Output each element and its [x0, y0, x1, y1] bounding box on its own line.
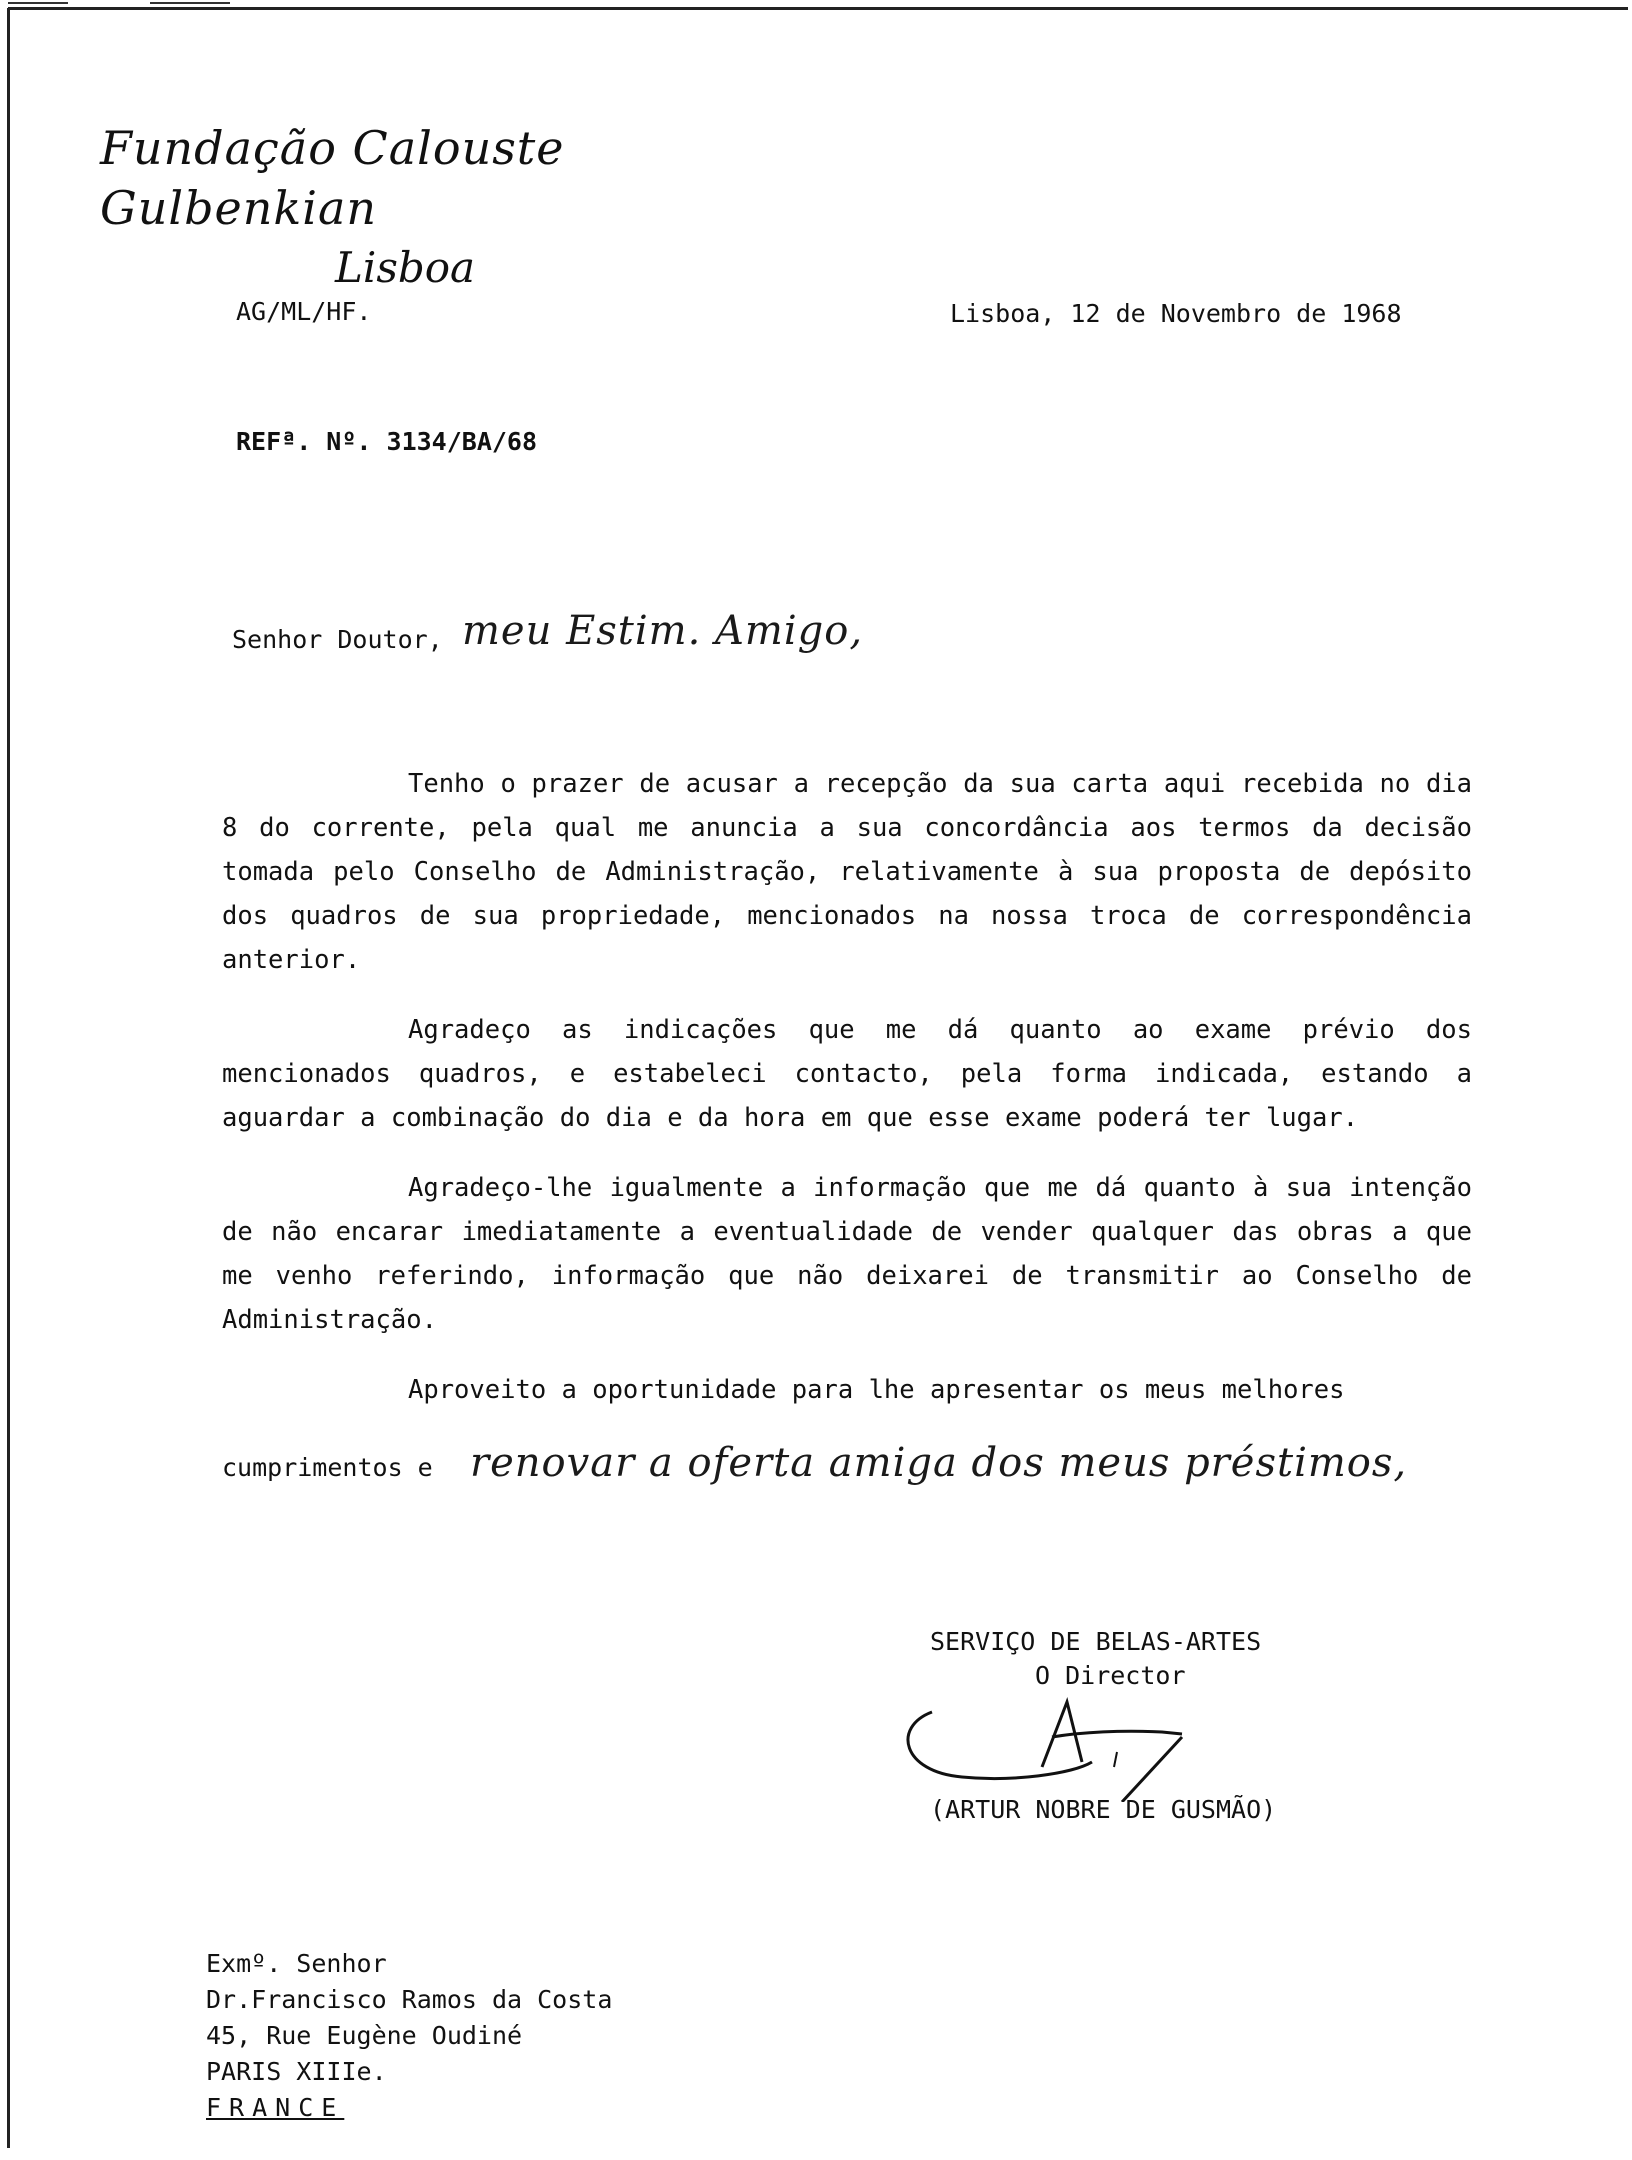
letter-body: [222, 762, 1472, 1412]
body-paragraph: Agradeço-lhe igualmente a informação que me dá quanto à sua intenção de não encarar imediatamente a eventualidade de vender qualquer das obras a que me venho referindo, informação que não deixarei de transmitir ao Conselho de Administração.: [222, 1173, 1472, 1335]
address-country: FRANCE: [206, 2093, 345, 2122]
address-line: Dr.Francisco Ramos da Costa: [206, 1985, 613, 2014]
title-line: O Director: [1035, 1661, 1186, 1690]
body-paragraph: Tenho o prazer de acusar a recepção da sua carta aqui recebida no dia 8 do corrente, pela qual me anuncia a sua concordância aos termos da decisão tomada pelo Conselho de Administração, relativamente à sua proposta de depósito dos quadros de sua propriedade, mencionados na nossa troca de correspondência anterior.: [222, 769, 1472, 975]
closing-handwritten: renovar a oferta amiga dos meus préstimos,: [470, 1440, 1408, 1486]
scan-edge-top: [8, 7, 1628, 10]
department-line: SERVIÇO DE BELAS-ARTES: [930, 1627, 1262, 1656]
letterhead-name: Fundação Calouste Gulbenkian: [100, 121, 565, 235]
handwritten-signature: [892, 1682, 1232, 1802]
recipient-address: [206, 1946, 612, 2126]
salutation-typed: Senhor Doutor,: [232, 625, 443, 654]
date-line: Lisboa, 12 de Novembro de 1968: [950, 299, 1402, 328]
body-paragraph: Aproveito a oportunidade para lhe apresentar os meus melhores: [408, 1375, 1345, 1405]
closing-typed: cumprimentos e: [222, 1453, 433, 1482]
scan-edge-left: [7, 8, 10, 2148]
letterhead-city: Lisboa: [335, 243, 476, 292]
body-paragraph: Agradeço as indicações que me dá quanto ao exame prévio dos mencionados quadros, e estabeleci contacto, pela forma indicada, estando a aguardar a combinação do dia e da hora em que esse exame poderá ter lugar.: [222, 1015, 1472, 1133]
address-line: Exmº. Senhor: [206, 1949, 387, 1978]
signer-name: (ARTUR NOBRE DE GUSMÃO): [930, 1795, 1277, 1824]
address-line: PARIS XIIIe.: [206, 2057, 387, 2086]
salutation-handwritten: meu Estim. Amigo,: [462, 608, 864, 654]
reference-initials: AG/ML/HF.: [236, 297, 372, 326]
reference-number: REFª. Nº. 3134/BA/68: [236, 427, 538, 456]
address-line: 45, Rue Eugène Oudiné: [206, 2021, 523, 2050]
scan-edge-dash: [150, 2, 230, 4]
scan-edge-dash: [8, 2, 68, 4]
letterhead: [100, 118, 800, 298]
